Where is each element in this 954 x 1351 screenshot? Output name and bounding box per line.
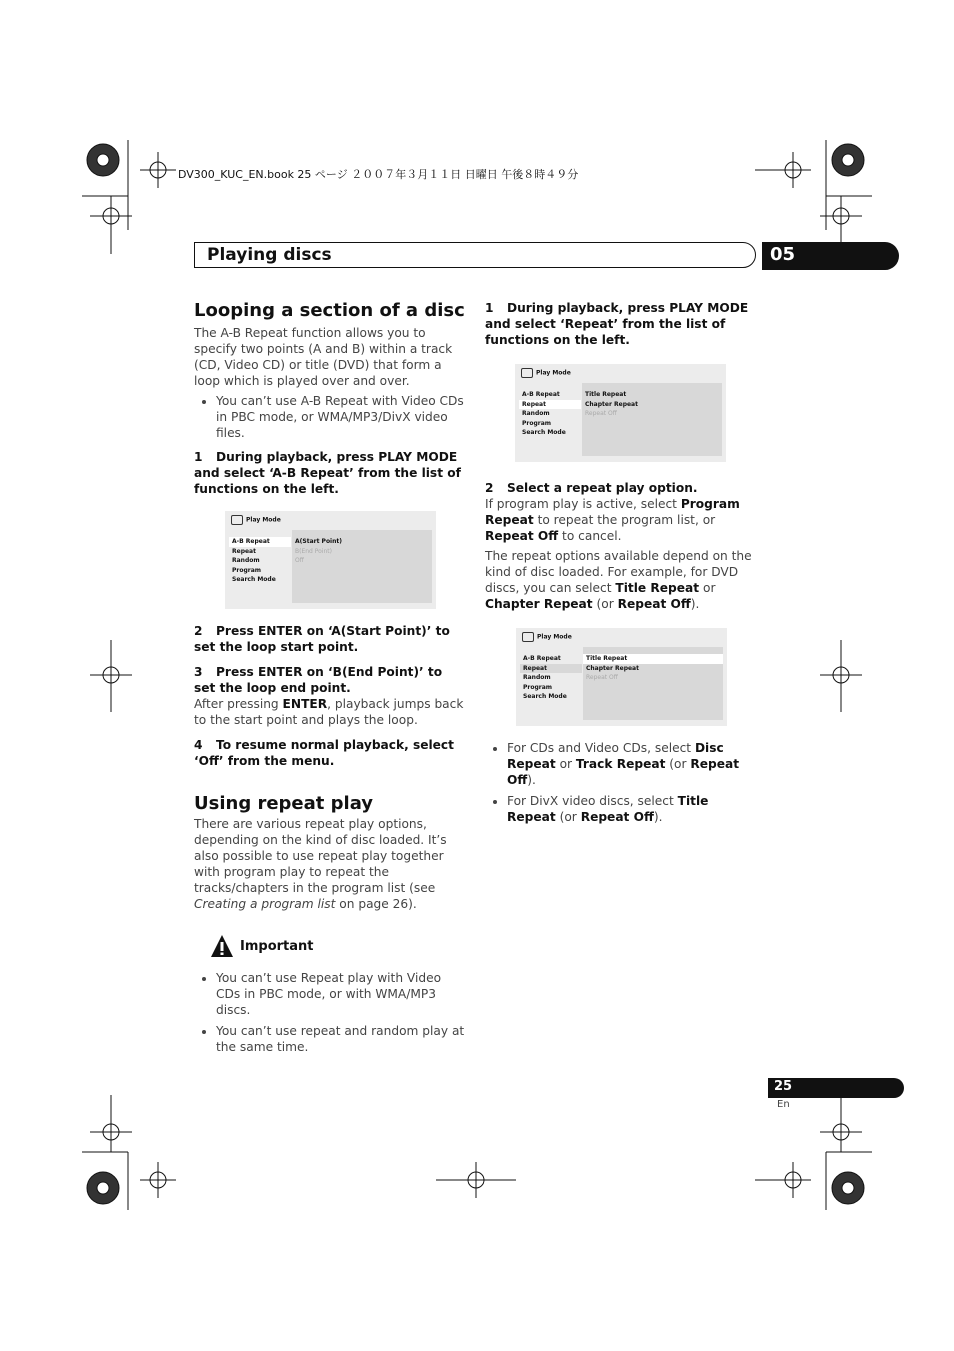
option-chapter-repeat: Chapter Repeat	[586, 664, 639, 672]
menu-item-random: Random	[523, 674, 551, 682]
right-step-1: 1 During playback, press PLAY MODE and select ‘Repeat’ from the list of functions on the left.	[485, 301, 749, 347]
important-list	[194, 970, 466, 1055]
menu-item-program: Program	[522, 419, 552, 427]
osd-header: Play Mode	[231, 515, 281, 525]
list-item: • You can’t use repeat and random play at the same time.	[216, 1023, 466, 1055]
repeat-body: There are various repeat play options, depending on the kind of disc loaded. It’s also possible to use repeat play together with program play to repeat the tracks/chapters in the program list (see Creating a program list on page 26).	[194, 817, 447, 911]
repeat-heading: Using repeat play	[194, 793, 374, 814]
page-number-tab	[768, 1078, 904, 1098]
print-header: DV300_KUC_EN.book 25 ページ ２００７年３月１１日 日曜日 午後８時４９分	[178, 168, 579, 181]
osd-header: Play Mode	[521, 368, 571, 378]
menu-item-search-mode: Search Mode	[522, 429, 566, 437]
osd-options-panel	[582, 383, 722, 456]
menu-item-search-mode: Search Mode	[523, 693, 567, 701]
option-repeat-off: Repeat Off	[585, 410, 617, 418]
page-number: 25	[774, 1079, 793, 1094]
chapter-title: Playing discs	[207, 245, 332, 265]
menu-item-program: Program	[232, 566, 262, 574]
menu-item-ab-repeat: A-B Repeat	[522, 391, 560, 398]
warning-icon	[210, 934, 234, 958]
osd-menu	[519, 390, 581, 438]
menu-item-random: Random	[232, 557, 260, 565]
option-off: Off	[295, 557, 304, 565]
osd-options-panel	[292, 530, 432, 603]
option-start-point: A(Start Point)	[295, 538, 342, 545]
menu-item-ab-repeat: A-B Repeat	[229, 537, 291, 547]
chapter-header	[194, 242, 756, 268]
option-end-point: B(End Point)	[295, 547, 333, 555]
step-3: 3 Press ENTER on ‘B(End Point)’ to set the loop end point.	[194, 665, 443, 695]
disc-icon	[231, 515, 243, 525]
option-repeat-off: Repeat Off	[586, 674, 618, 682]
osd-menu	[229, 537, 291, 585]
important-label: Important	[240, 939, 314, 954]
menu-item-search-mode: Search Mode	[232, 576, 276, 584]
list-item: • For DivX video discs, select Title Repeat (or Repeat Off).	[507, 793, 757, 825]
repeat-options-paragraph: The repeat options available depend on the kind of disc loaded. For example, for DVD discs, you can select Title Repeat or Chapter Repeat (or Repeat Off).	[485, 549, 752, 611]
osd-screen-ab-repeat	[225, 511, 436, 609]
step-1: 1 During playback, press PLAY MODE and select ‘A-B Repeat’ from the list of functions on the left.	[194, 450, 461, 496]
list-item: • You can’t use Repeat play with Video CDs in PBC mode, or with WMA/MP3 discs.	[216, 970, 466, 1018]
looping-heading: Looping a section of a disc	[194, 300, 465, 321]
osd-header: Play Mode	[522, 632, 572, 642]
osd-screen-repeat	[515, 364, 726, 462]
menu-item-ab-repeat: A-B Repeat	[523, 655, 561, 662]
osd-options-panel	[583, 647, 723, 720]
language-label: En	[777, 1099, 790, 1110]
osd-screen-title-repeat	[516, 628, 727, 726]
disc-icon	[522, 632, 534, 642]
list-item: • You can’t use A-B Repeat with Video CDs in PBC mode, or WMA/MP3/DivX video files.	[216, 393, 466, 441]
disc-type-notes	[485, 740, 757, 825]
looping-intro: The A-B Repeat function allows you to specify two points (A and B) within a track (CD, Video CD) or title (DVD) that form a loop which is played over and over.	[194, 326, 453, 388]
right-step-2: 2 Select a repeat play option.	[485, 481, 698, 495]
menu-item-program: Program	[523, 683, 553, 691]
program-repeat-paragraph: If program play is active, select Program Repeat to repeat the program list, or Repeat Off to cancel.	[485, 497, 740, 543]
menu-item-repeat: Repeat	[519, 400, 581, 410]
right-column	[485, 300, 757, 830]
option-chapter-repeat: Chapter Repeat	[585, 400, 638, 408]
chapter-number-tab	[762, 242, 899, 270]
step-4: 4 To resume normal playback, select ‘Off’ from the menu.	[194, 738, 454, 768]
looping-notes	[194, 393, 466, 441]
option-title-repeat: Title Repeat	[585, 391, 627, 398]
step-2: 2 Press ENTER on ‘A(Start Point)’ to set the loop start point.	[194, 624, 450, 654]
disc-icon	[521, 368, 533, 378]
menu-item-random: Random	[522, 410, 550, 418]
chapter-number: 05	[770, 244, 796, 265]
left-column	[194, 300, 466, 1060]
important-box	[210, 934, 466, 960]
osd-menu	[520, 654, 582, 702]
list-item: • For CDs and Video CDs, select Disc Repeat or Track Repeat (or Repeat Off).	[507, 740, 757, 788]
menu-item-repeat: Repeat	[520, 664, 582, 674]
menu-item-repeat: Repeat	[232, 547, 256, 555]
option-title-repeat: Title Repeat	[583, 654, 723, 664]
step-3-body: After pressing ENTER, playback jumps back to the start point and plays the loop.	[194, 697, 464, 727]
